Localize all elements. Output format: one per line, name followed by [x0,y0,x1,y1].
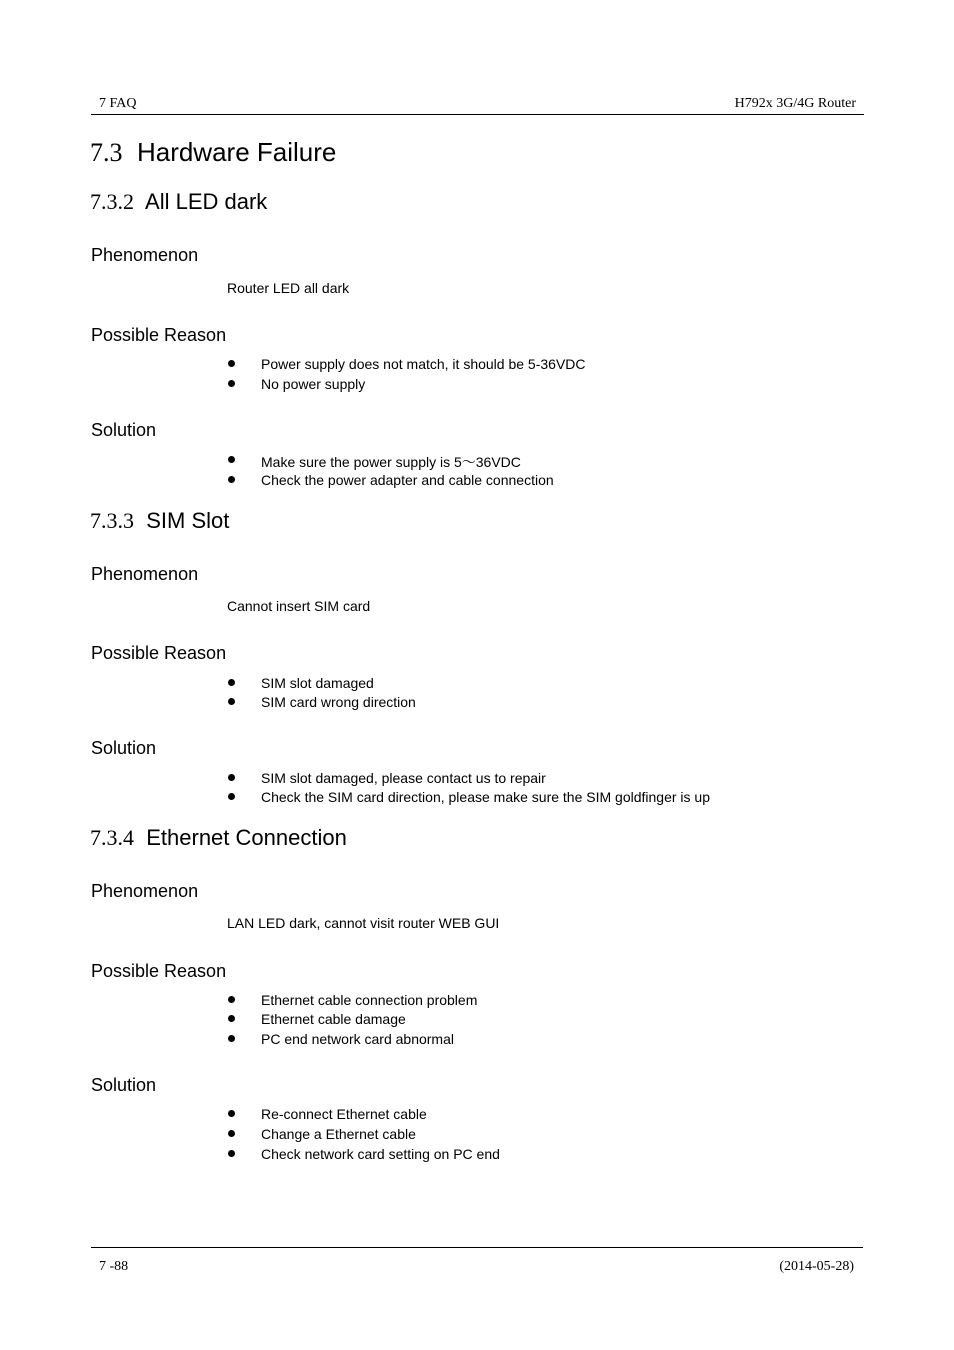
possible-reason-label: Possible Reason [91,961,227,981]
bullet-icon [228,996,235,1003]
page-number: 7 -88 [99,1259,129,1274]
section-number: 7.3 [90,138,123,167]
header-chapter: 7 FAQ [99,96,137,111]
section-heading [90,137,336,168]
header-product: H792x 3G/4G Router [734,96,856,111]
solution-label: Solution [91,738,157,758]
bullet-icon [228,1035,235,1042]
bullet-icon [228,774,235,781]
subsection-number: 7.3.2 [90,189,134,214]
subsection-heading [90,508,229,534]
subsection-number: 7.3.3 [90,508,134,533]
possible-reason-label: Possible Reason [91,643,227,663]
bullet-icon [228,476,235,483]
bullet-icon [228,698,235,705]
subsection-title: Ethernet Connection [146,825,347,850]
solution-label: Solution [91,1075,157,1095]
solution-label: Solution [91,420,157,440]
section-title: Hardware Failure [136,137,337,167]
phenomenon-text: Router LED all dark [227,280,350,296]
subsection-heading [90,189,267,215]
header-rule [91,114,864,115]
footer-rule [91,1247,863,1248]
phenomenon-label: Phenomenon [91,245,199,265]
subsection-number: 7.3.4 [90,825,134,850]
bullet-icon [228,1150,235,1157]
bullet-icon [228,1015,235,1022]
phenomenon-label: Phenomenon [91,881,199,901]
phenomenon-text: Cannot insert SIM card [227,598,371,614]
footer-date: (2014-05-28) [779,1259,854,1274]
possible-reason-label: Possible Reason [91,325,227,345]
phenomenon-text: LAN LED dark, cannot visit router WEB GUI [227,915,500,931]
bullet-icon [228,679,235,686]
bullet-icon [228,456,235,463]
subsection-heading [90,825,347,851]
phenomenon-label: Phenomenon [91,564,199,584]
subsection-title: SIM Slot [146,508,230,533]
bullet-icon [228,793,235,800]
bullet-icon [228,360,235,367]
bullet-icon [228,1110,235,1117]
subsection-title: All LED dark [145,189,268,214]
bullet-icon [228,380,235,387]
bullet-icon [228,1130,235,1137]
